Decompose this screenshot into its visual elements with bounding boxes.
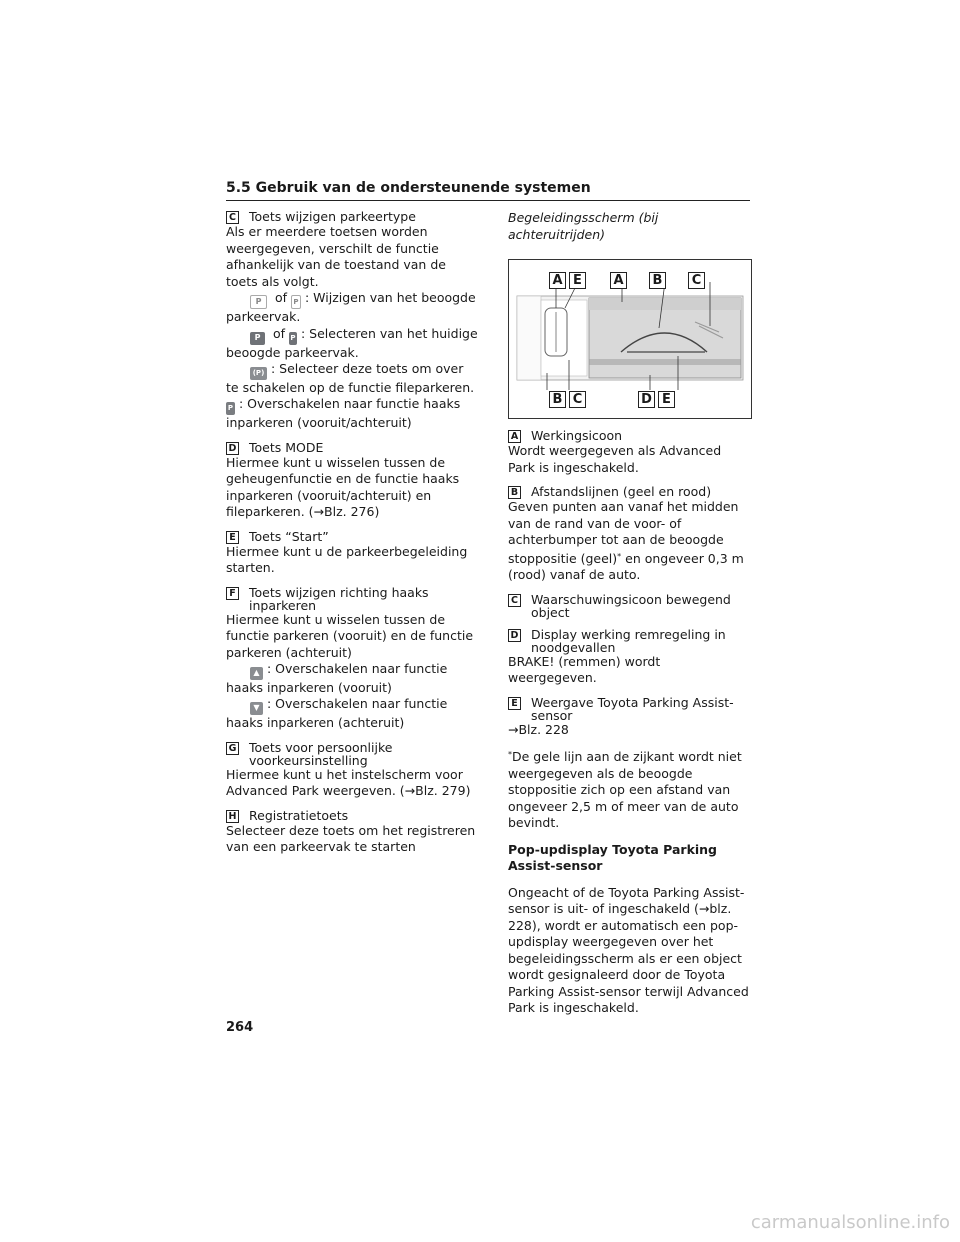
popup-heading: Pop-updisplay Toyota Parking Assist-sensor	[508, 841, 718, 873]
diagram-label-e1: E	[569, 272, 586, 289]
badge-c: C	[226, 211, 239, 224]
item-d-title: Toets MODE	[249, 439, 324, 455]
item-g	[226, 741, 478, 800]
item-e-body: Hiermee kunt u de parkeerbegeleiding starten.	[226, 543, 468, 575]
diagram-label-b1: B	[649, 272, 666, 289]
legend-e: E Weergave Toyota Parking Assist-sensor →Blz. 228	[508, 696, 752, 739]
legend-c-title: Waarschuwingsicoon bewegend object	[531, 591, 731, 620]
item-c-sub-3: (P) : Selecteer deze toets om over te schakelen op de functie fileparkeren.	[226, 361, 475, 395]
item-f-title: Toets wijzigen richting haaks inparkeren	[249, 584, 429, 613]
item-e	[226, 530, 478, 577]
item-f-sub-1: ▲ : Overschakelen naar functie haaks inparkeren (vooruit)	[226, 661, 448, 695]
legend-b-body: Geven punten aan vanaf het midden van de rand van de voor- of achterbumper tot aan de beoogde stoppositie (geel)* en ongeveer 0,3 m (rood) vanaf de auto.	[508, 499, 744, 582]
legend-c: C Waarschuwingsicoon bewegend object	[508, 593, 752, 619]
item-h-body: Selecteer deze toets om het registreren van een parkeervak te starten	[226, 822, 476, 854]
badge-f: F	[226, 587, 239, 600]
item-c-sub-2: P of P : Selecteren van het huidige beoogde parkeervak.	[226, 325, 478, 360]
p-filled-icon: P	[250, 332, 265, 345]
legend-a-title: Werkingsicoon	[531, 428, 623, 443]
diagram-label-a2: A	[610, 272, 627, 289]
diagram-bottom-labels	[549, 390, 685, 408]
item-g-title: Toets voor persoonlijke voorkeursinstelling	[249, 739, 393, 768]
badge-e: E	[226, 531, 239, 544]
legend-d: D Display werking remregeling in noodgevallen BRAKE! (remmen) wordt weergegeven.	[508, 628, 752, 687]
item-f-sub-2: ▼ : Overschakelen naar functie haaks inparkeren (achteruit)	[226, 696, 448, 730]
popup-paragraph: Ongeacht of de Toyota Parking Assist-sensor is uit- of ingeschakeld (→blz. 228), wordt er automatisch een pop-updisplay weergegeven over het begeleidingsscherm als er een object wordt gesignaleerd door de Toyota Parking Assist-sensor terwijl Advanced Park is ingeschakeld.	[508, 884, 749, 1015]
item-c-body: Als er meerdere toetsen worden weergegeven, verschilt de functie afhankelijk van de toestand van de toets als volgt.	[226, 224, 446, 289]
p-outline-icon: P	[250, 295, 267, 309]
legend-d-body: BRAKE! (remmen) wordt weergegeven.	[508, 653, 661, 685]
diagram-label-e2: E	[658, 391, 675, 408]
diagram-label-a1: A	[549, 272, 566, 289]
legend-a-body: Wordt weergegeven als Advanced Park is ingeschakeld.	[508, 443, 722, 475]
legend-b-title: Afstandslijnen (geel en rood)	[531, 484, 712, 499]
footnote: *De gele lijn aan de zijkant wordt niet weergegeven als de beoogde stoppositie zich op een afstand van ongeveer 2,5 m of meer van de auto bevindt.	[508, 749, 742, 830]
legend-e-title: Weergave Toyota Parking Assist-sensor	[531, 694, 734, 723]
item-c-sub-1: P of P : Wijzigen van het beoogde parkeervak.	[226, 290, 476, 325]
p-small-icon: P	[291, 295, 301, 309]
diagram-caption: Begeleidingsscherm (bij achteruitrijden)	[508, 210, 659, 242]
legend-d-title: Display werking remregeling in noodgevallen	[531, 626, 726, 655]
item-f	[226, 586, 478, 732]
item-g-body: Hiermee kunt u het instelscherm voor Advanced Park weergeven. (→Blz. 279)	[226, 766, 471, 798]
item-h-title: Registratietoets	[249, 807, 349, 823]
item-h	[226, 809, 478, 856]
diagram-label-c2: C	[569, 391, 586, 408]
watermark: carmanualsonline.info	[750, 1212, 950, 1233]
item-d	[226, 441, 478, 521]
diagram-label-d: D	[638, 391, 655, 408]
diagram-label-c1: C	[688, 272, 705, 289]
legend-a: A Werkingsicoon Wordt weergegeven als Advanced Park is ingeschakeld.	[508, 429, 752, 476]
item-c	[226, 210, 478, 432]
item-f-body: Hiermee kunt u wisselen tussen de functie parkeren (vooruit) en de functie parkeren (achteruit)	[226, 611, 474, 660]
guidance-screen-diagram	[508, 259, 752, 419]
legend-e-body: →Blz. 228	[508, 721, 569, 737]
badge-h: H	[226, 810, 239, 823]
page-number: 264	[226, 1020, 254, 1035]
perpendicular-parking-icon: P	[226, 402, 235, 415]
section-title: 5.5 Gebruik van de ondersteunende systemen	[226, 180, 750, 201]
car-reverse-icon: ▼	[250, 702, 263, 715]
item-e-title: Toets “Start”	[249, 528, 329, 544]
item-d-body: Hiermee kunt u wisselen tussen de geheugenfunctie en de functie haaks inparkeren (vooruit/achteruit) en fileparkeren. (→Blz. 276)	[226, 454, 460, 519]
item-c-sub-4: P : Overschakelen naar functie haaks inparkeren (vooruit/achteruit)	[226, 396, 461, 430]
badge-d: D	[226, 442, 239, 455]
diagram-label-b2: B	[549, 391, 566, 408]
item-c-title: Toets wijzigen parkeertype	[249, 209, 416, 224]
diagram-top-labels	[549, 271, 715, 289]
p-filled-small-icon: P	[289, 332, 297, 345]
parallel-parking-icon: (P)	[250, 367, 267, 380]
right-column	[508, 210, 752, 1017]
car-forward-icon: ▲	[250, 667, 263, 680]
legend-b: B Afstandslijnen (geel en rood) Geven punten aan vanaf het midden van de rand van de voor- of achterbumper tot aan de beoogde stoppositie (geel)* en ongeveer 0,3 m (rood) vanaf de auto.	[508, 485, 752, 584]
left-column	[226, 210, 478, 865]
badge-g: G	[226, 742, 239, 755]
